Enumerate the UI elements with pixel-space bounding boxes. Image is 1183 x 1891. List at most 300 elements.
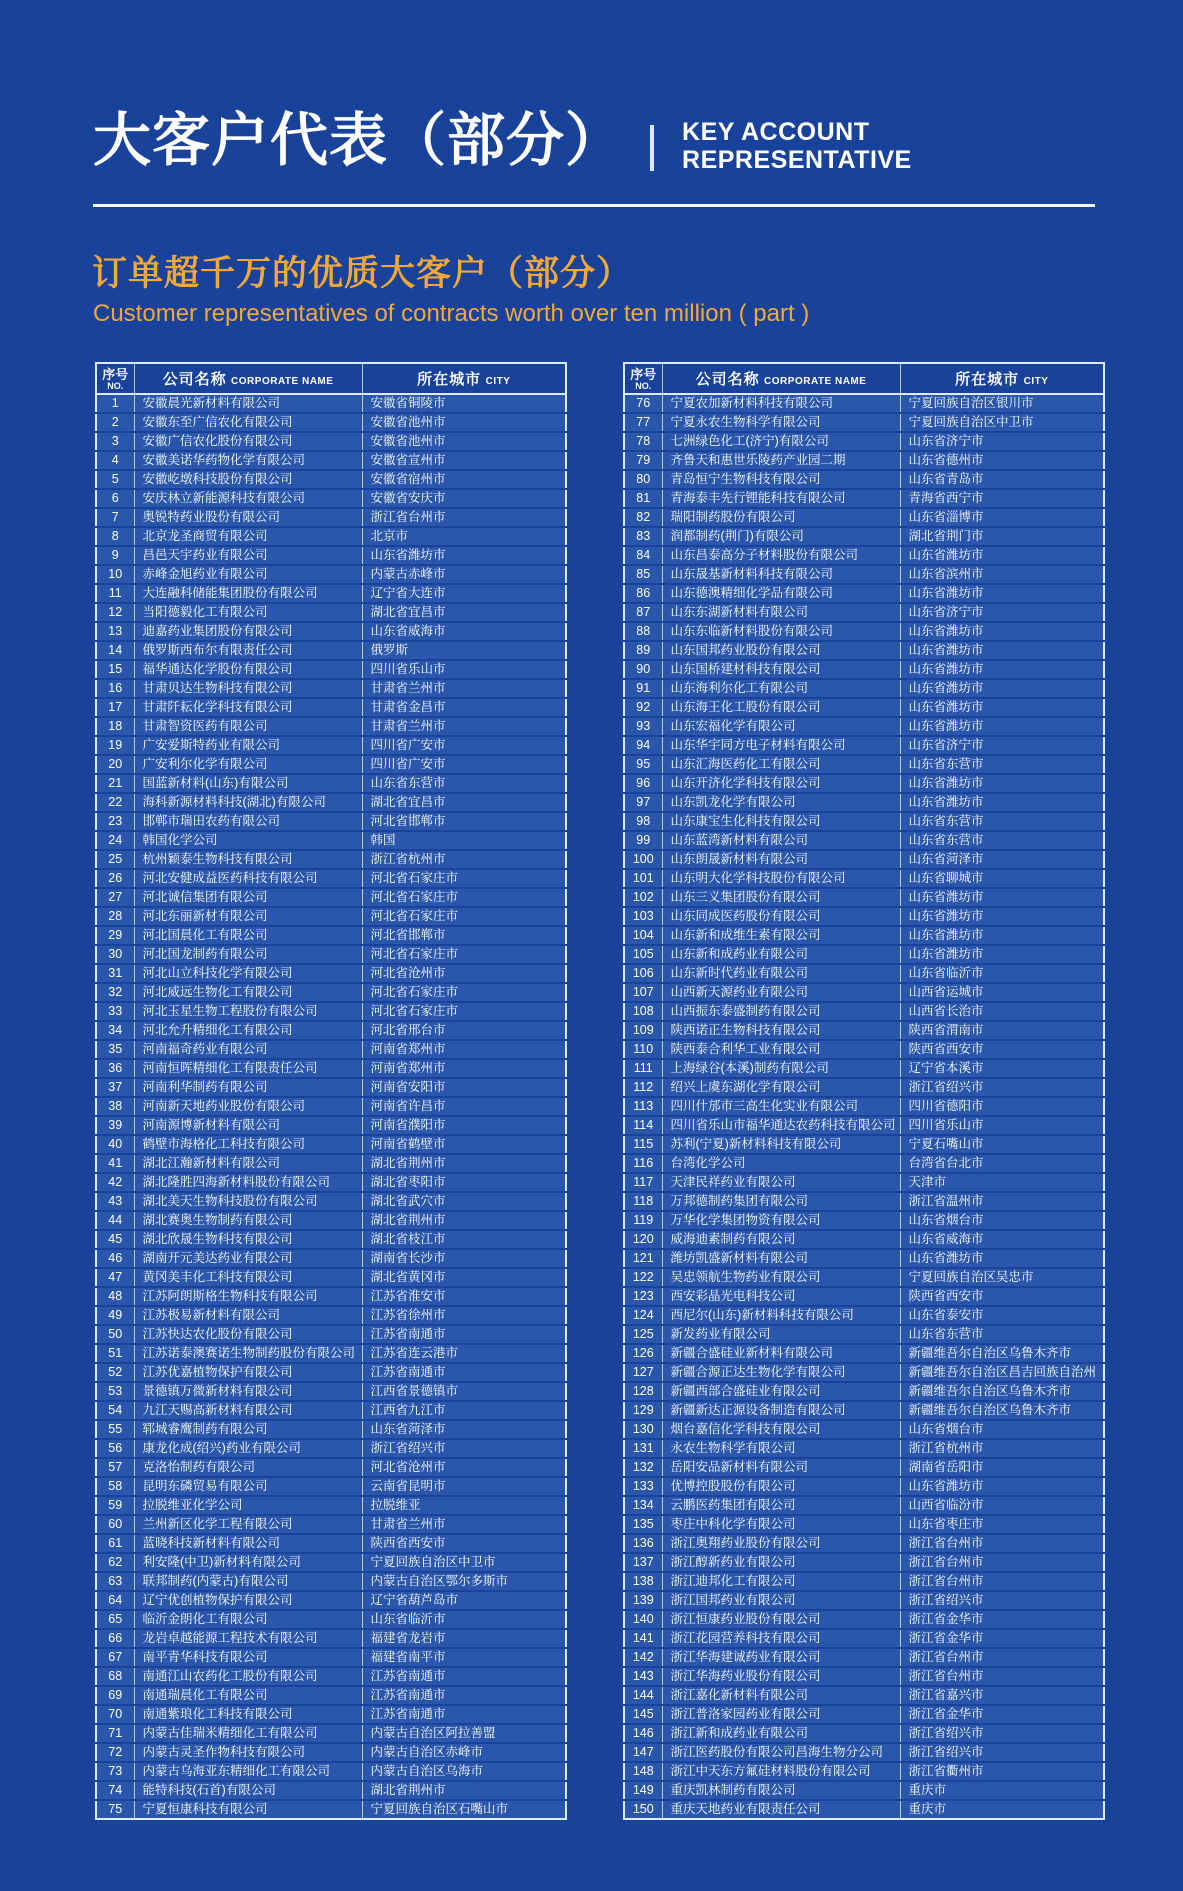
table-row [624, 1040, 1104, 1059]
city-name: 山东省威海市 [362, 622, 566, 641]
table-row [624, 565, 1104, 584]
table-row [624, 1097, 1104, 1116]
table-row [624, 1173, 1104, 1192]
city-name: 江苏省南通市 [362, 1686, 566, 1705]
table-row [624, 1439, 1104, 1458]
table-row [96, 1021, 566, 1040]
row-number: 100 [624, 850, 662, 869]
table-row [624, 660, 1104, 679]
city-name: 河北省石家庄市 [362, 983, 566, 1002]
city-name: 山东省潍坊市 [900, 774, 1104, 793]
city-name: 山西省长治市 [900, 1002, 1104, 1021]
row-number: 143 [624, 1667, 662, 1686]
city-name: 福建省南平市 [362, 1648, 566, 1667]
table-row [96, 1154, 566, 1173]
table-row [624, 850, 1104, 869]
company-name: 潍坊凯盛新材料有限公司 [662, 1249, 900, 1268]
city-name: 俄罗斯 [362, 641, 566, 660]
company-name: 浙江医药股份有限公司昌海生物分公司 [662, 1743, 900, 1762]
row-number: 53 [96, 1382, 134, 1401]
row-number: 141 [624, 1629, 662, 1648]
company-name: 新疆合盛硅业新材料有限公司 [662, 1344, 900, 1363]
table-row [624, 1705, 1104, 1724]
company-name: 万华化学集团物资有限公司 [662, 1211, 900, 1230]
company-name: 山东康宝生化科技有限公司 [662, 812, 900, 831]
company-name: 七洲绿色化工(济宁)有限公司 [662, 432, 900, 451]
row-number: 23 [96, 812, 134, 831]
city-name: 山东省聊城市 [900, 869, 1104, 888]
table-row [624, 1629, 1104, 1648]
company-name: 浙江普洛家园药业有限公司 [662, 1705, 900, 1724]
row-number: 50 [96, 1325, 134, 1344]
company-name: 湖南开元美达药业有限公司 [134, 1249, 362, 1268]
column-header-name [134, 363, 362, 394]
table-row [624, 641, 1104, 660]
row-number: 18 [96, 717, 134, 736]
company-name: 宁夏恒康科技有限公司 [134, 1800, 362, 1819]
company-name: 南通紫琅化工科技有限公司 [134, 1705, 362, 1724]
city-name: 重庆市 [900, 1800, 1104, 1819]
company-name: 广安利尔化学有限公司 [134, 755, 362, 774]
column-header-no-zh: 序号 [102, 366, 129, 382]
company-name: 利安隆(中卫)新材料有限公司 [134, 1553, 362, 1572]
row-number: 125 [624, 1325, 662, 1344]
city-name: 山东省潍坊市 [900, 945, 1104, 964]
company-name: 陕西泰合利华工业有限公司 [662, 1040, 900, 1059]
column-header-city [900, 363, 1104, 394]
table-row [96, 1762, 566, 1781]
table-row [96, 1211, 566, 1230]
city-name: 山东省潍坊市 [900, 1477, 1104, 1496]
row-number: 92 [624, 698, 662, 717]
company-name: 南平青华科技有限公司 [134, 1648, 362, 1667]
table-row [624, 527, 1104, 546]
column-header-name-zh: 公司名称 [695, 371, 760, 388]
company-name: 山东三义集团股份有限公司 [662, 888, 900, 907]
row-number: 43 [96, 1192, 134, 1211]
company-name: 重庆天地药业有限责任公司 [662, 1800, 900, 1819]
row-number: 10 [96, 565, 134, 584]
row-number: 58 [96, 1477, 134, 1496]
row-number: 91 [624, 679, 662, 698]
city-name: 浙江省温州市 [900, 1192, 1104, 1211]
row-number: 7 [96, 508, 134, 527]
row-number: 75 [96, 1800, 134, 1819]
table-row [96, 546, 566, 565]
table-row [96, 622, 566, 641]
company-name: 山东晟基新材料科技有限公司 [662, 565, 900, 584]
table-row [96, 641, 566, 660]
company-name: 永农生物科学有限公司 [662, 1439, 900, 1458]
city-name: 陕西省西安市 [900, 1040, 1104, 1059]
table-row [96, 926, 566, 945]
city-name: 重庆市 [900, 1781, 1104, 1800]
company-name: 安徽屹墩科技股份有限公司 [134, 470, 362, 489]
city-name: 山西省临汾市 [900, 1496, 1104, 1515]
city-name: 湖北省枣阳市 [362, 1173, 566, 1192]
table-row [96, 1439, 566, 1458]
table-row [96, 869, 566, 888]
table-row [96, 1192, 566, 1211]
row-number: 80 [624, 470, 662, 489]
table-row [96, 394, 566, 413]
table-row [624, 622, 1104, 641]
city-name: 内蒙古自治区赤峰市 [362, 1743, 566, 1762]
company-name: 湖北江瀚新材料有限公司 [134, 1154, 362, 1173]
table-row [624, 1325, 1104, 1344]
company-name: 广安爱斯特药业有限公司 [134, 736, 362, 755]
city-name: 河南省濮阳市 [362, 1116, 566, 1135]
table-row [624, 1249, 1104, 1268]
city-name: 江苏省南通市 [362, 1667, 566, 1686]
row-number: 138 [624, 1572, 662, 1591]
row-number: 8 [96, 527, 134, 546]
company-name: 云鹏医药集团有限公司 [662, 1496, 900, 1515]
row-number: 107 [624, 983, 662, 1002]
table-row [96, 983, 566, 1002]
city-name: 山东省泰安市 [900, 1306, 1104, 1325]
company-name: 重庆凯林制药有限公司 [662, 1781, 900, 1800]
table-row [624, 1800, 1104, 1819]
row-number: 20 [96, 755, 134, 774]
row-number: 15 [96, 660, 134, 679]
table-row [96, 1382, 566, 1401]
company-name: 山东海利尔化工有限公司 [662, 679, 900, 698]
column-header-city-en: CITY [485, 376, 511, 387]
table-row [624, 1458, 1104, 1477]
table-row [624, 736, 1104, 755]
table-row [624, 451, 1104, 470]
customer-table-right [623, 362, 1105, 1820]
city-name: 浙江省金华市 [900, 1705, 1104, 1724]
city-name: 山东省德州市 [900, 451, 1104, 470]
table-row [624, 1648, 1104, 1667]
company-name: 安庆林立新能源科技有限公司 [134, 489, 362, 508]
city-name: 新疆维吾尔自治区乌鲁木齐市 [900, 1401, 1104, 1420]
company-name: 瑞阳制药股份有限公司 [662, 508, 900, 527]
row-number: 34 [96, 1021, 134, 1040]
column-header-name-zh: 公司名称 [162, 371, 227, 388]
city-name: 新疆维吾尔自治区昌吉回族自治州 [900, 1363, 1104, 1382]
company-name: 海科新源材料科技(湖北)有限公司 [134, 793, 362, 812]
company-name: 临沂金朗化工有限公司 [134, 1610, 362, 1629]
table-row [96, 1420, 566, 1439]
company-name: 兰州新区化学工程有限公司 [134, 1515, 362, 1534]
row-number: 2 [96, 413, 134, 432]
city-name: 山东省潍坊市 [362, 546, 566, 565]
company-name: 江苏快达农化股份有限公司 [134, 1325, 362, 1344]
table-row [96, 1249, 566, 1268]
company-name: 河南恒晖精细化工有限责任公司 [134, 1059, 362, 1078]
company-name: 浙江华海药业股份有限公司 [662, 1667, 900, 1686]
table-row [96, 451, 566, 470]
row-number: 131 [624, 1439, 662, 1458]
company-name: 湖北欣晟生物科技有限公司 [134, 1230, 362, 1249]
row-number: 106 [624, 964, 662, 983]
table-row [96, 1515, 566, 1534]
city-name: 四川省乐山市 [900, 1116, 1104, 1135]
table-row [96, 831, 566, 850]
row-number: 94 [624, 736, 662, 755]
row-number: 54 [96, 1401, 134, 1420]
table-row [624, 1610, 1104, 1629]
city-name: 浙江省绍兴市 [362, 1439, 566, 1458]
company-name: 苏利(宁夏)新材料科技有限公司 [662, 1135, 900, 1154]
table-row [96, 1724, 566, 1743]
row-number: 72 [96, 1743, 134, 1762]
company-name: 浙江恒康药业股份有限公司 [662, 1610, 900, 1629]
table-row [624, 1724, 1104, 1743]
table-row [624, 1382, 1104, 1401]
company-name: 陕西诺正生物科技有限公司 [662, 1021, 900, 1040]
subtitle-zh: 订单超千万的优质大客户（部分） [92, 254, 633, 293]
row-number: 36 [96, 1059, 134, 1078]
city-name: 山东省东营市 [900, 831, 1104, 850]
row-number: 46 [96, 1249, 134, 1268]
company-name: 万邦德制药集团有限公司 [662, 1192, 900, 1211]
table-row [96, 1230, 566, 1249]
company-name: 湖北赛奥生物制药有限公司 [134, 1211, 362, 1230]
row-number: 85 [624, 565, 662, 584]
table-row [624, 1743, 1104, 1762]
row-number: 74 [96, 1781, 134, 1800]
table-row [624, 1154, 1104, 1173]
city-name: 江苏省淮安市 [362, 1287, 566, 1306]
company-name: 内蒙古佳瑞米精细化工有限公司 [134, 1724, 362, 1743]
company-name: 河北允升精细化工有限公司 [134, 1021, 362, 1040]
company-name: 山东开济化学科技有限公司 [662, 774, 900, 793]
table-row [624, 508, 1104, 527]
column-header-name-en: CORPORATE NAME [231, 376, 334, 387]
city-name: 安徽省宣州市 [362, 451, 566, 470]
table-row [96, 1097, 566, 1116]
table-row [624, 812, 1104, 831]
city-name: 江西省景德镇市 [362, 1382, 566, 1401]
city-name: 四川省广安市 [362, 755, 566, 774]
company-name: 邯郸市瑞田农药有限公司 [134, 812, 362, 831]
city-name: 内蒙古赤峰市 [362, 565, 566, 584]
row-number: 127 [624, 1363, 662, 1382]
row-number: 123 [624, 1287, 662, 1306]
row-number: 86 [624, 584, 662, 603]
company-name: 浙江迪邦化工有限公司 [662, 1572, 900, 1591]
city-name: 陕西省西安市 [362, 1534, 566, 1553]
city-name: 山东省烟台市 [900, 1420, 1104, 1439]
column-header-no-en: NO. [635, 380, 652, 391]
row-number: 144 [624, 1686, 662, 1705]
city-name: 山东省东营市 [900, 812, 1104, 831]
city-name: 浙江省台州市 [900, 1534, 1104, 1553]
row-number: 29 [96, 926, 134, 945]
row-number: 145 [624, 1705, 662, 1724]
table-row [624, 1306, 1104, 1325]
row-number: 112 [624, 1078, 662, 1097]
table-row [624, 603, 1104, 622]
city-name: 山东省烟台市 [900, 1211, 1104, 1230]
row-number: 124 [624, 1306, 662, 1325]
city-name: 山东省潍坊市 [900, 888, 1104, 907]
table-row [624, 698, 1104, 717]
company-name: 河北国龙制药有限公司 [134, 945, 362, 964]
city-name: 山东省潍坊市 [900, 679, 1104, 698]
city-name: 湖南省岳阳市 [900, 1458, 1104, 1477]
page-title-en-line2: REPRESENTATIVE [682, 146, 912, 174]
row-number: 96 [624, 774, 662, 793]
row-number: 78 [624, 432, 662, 451]
row-number: 132 [624, 1458, 662, 1477]
company-name: 岳阳安品新材料有限公司 [662, 1458, 900, 1477]
table-row [624, 1496, 1104, 1515]
row-number: 63 [96, 1572, 134, 1591]
table-row [96, 1477, 566, 1496]
row-number: 128 [624, 1382, 662, 1401]
city-name: 浙江省杭州市 [362, 850, 566, 869]
company-name: 俄罗斯西布尔有限责任公司 [134, 641, 362, 660]
table-row [96, 1002, 566, 1021]
table-row [96, 1705, 566, 1724]
row-number: 62 [96, 1553, 134, 1572]
city-name: 辽宁省本溪市 [900, 1059, 1104, 1078]
row-number: 33 [96, 1002, 134, 1021]
table-row [96, 489, 566, 508]
row-number: 1 [96, 394, 134, 413]
column-header-city-en: CITY [1023, 376, 1049, 387]
company-name: 湖北美天生物科技股份有限公司 [134, 1192, 362, 1211]
row-number: 35 [96, 1040, 134, 1059]
company-name: 西安彩晶光电科技公司 [662, 1287, 900, 1306]
row-number: 109 [624, 1021, 662, 1040]
table-row [96, 660, 566, 679]
row-number: 137 [624, 1553, 662, 1572]
company-name: 杭州颖泰生物科技有限公司 [134, 850, 362, 869]
row-number: 51 [96, 1344, 134, 1363]
company-name: 河南源博新材料有限公司 [134, 1116, 362, 1135]
city-name: 宁夏回族自治区吴忠市 [900, 1268, 1104, 1287]
company-name: 浙江嘉化新材料有限公司 [662, 1686, 900, 1705]
page-title-en-line1: KEY ACCOUNT [682, 118, 870, 146]
row-number: 16 [96, 679, 134, 698]
city-name: 辽宁省葫芦岛市 [362, 1591, 566, 1610]
company-name: 宁夏农加新材料科技有限公司 [662, 394, 900, 413]
company-name: 南通江山农药化工股份有限公司 [134, 1667, 362, 1686]
table-row [624, 831, 1104, 850]
company-name: 山东华宇同方电子材料有限公司 [662, 736, 900, 755]
company-name: 山东同成医药股份有限公司 [662, 907, 900, 926]
company-name: 鹤壁市海格化工科技有限公司 [134, 1135, 362, 1154]
city-name: 河南省郑州市 [362, 1059, 566, 1078]
company-name: 山东朗晟新材料有限公司 [662, 850, 900, 869]
company-name: 新疆新达正源设备制造有限公司 [662, 1401, 900, 1420]
table-row [96, 1629, 566, 1648]
row-number: 38 [96, 1097, 134, 1116]
city-name: 山东省东营市 [900, 1325, 1104, 1344]
row-number: 116 [624, 1154, 662, 1173]
table-row [96, 1363, 566, 1382]
company-name: 河北玉星生物工程股份有限公司 [134, 1002, 362, 1021]
row-number: 79 [624, 451, 662, 470]
table-row [96, 1135, 566, 1154]
table-header-row [624, 363, 1104, 394]
city-name: 江苏省连云港市 [362, 1344, 566, 1363]
company-name: 山东宏福化学有限公司 [662, 717, 900, 736]
company-name: 江苏阿朗斯格生物科技有限公司 [134, 1287, 362, 1306]
row-number: 40 [96, 1135, 134, 1154]
table-row [624, 546, 1104, 565]
city-name: 江苏省徐州市 [362, 1306, 566, 1325]
row-number: 26 [96, 869, 134, 888]
company-name: 郓城睿鹰制药有限公司 [134, 1420, 362, 1439]
city-name: 河北省石家庄市 [362, 907, 566, 926]
city-name: 江苏省南通市 [362, 1363, 566, 1382]
city-name: 宁夏回族自治区石嘴山市 [362, 1800, 566, 1819]
table-row [96, 907, 566, 926]
city-name: 山东省潍坊市 [900, 622, 1104, 641]
city-name: 安徽省宿州市 [362, 470, 566, 489]
company-name: 青海泰丰先行锂能科技有限公司 [662, 489, 900, 508]
row-number: 99 [624, 831, 662, 850]
row-number: 39 [96, 1116, 134, 1135]
table-row [624, 1116, 1104, 1135]
table-row [624, 1287, 1104, 1306]
company-name: 昆明东磷贸易有限公司 [134, 1477, 362, 1496]
company-name: 内蒙古灵圣作物科技有限公司 [134, 1743, 362, 1762]
row-number: 21 [96, 774, 134, 793]
row-number: 6 [96, 489, 134, 508]
row-number: 84 [624, 546, 662, 565]
row-number: 122 [624, 1268, 662, 1287]
row-number: 140 [624, 1610, 662, 1629]
table-row [96, 413, 566, 432]
city-name: 四川省德阳市 [900, 1097, 1104, 1116]
company-name: 台湾化学公司 [662, 1154, 900, 1173]
company-name: 南通瑞晨化工有限公司 [134, 1686, 362, 1705]
row-number: 114 [624, 1116, 662, 1135]
table-row [96, 774, 566, 793]
city-name: 河北省邯郸市 [362, 812, 566, 831]
company-name: 河北国晨化工有限公司 [134, 926, 362, 945]
company-name: 浙江花园营养科技有限公司 [662, 1629, 900, 1648]
city-name: 拉脱维亚 [362, 1496, 566, 1515]
row-number: 37 [96, 1078, 134, 1097]
table-row [96, 755, 566, 774]
table-row [624, 1572, 1104, 1591]
table-row [624, 1230, 1104, 1249]
table-row [96, 432, 566, 451]
company-name: 优博控股股份有限公司 [662, 1477, 900, 1496]
table-row [624, 888, 1104, 907]
company-name: 河南福奇药业有限公司 [134, 1040, 362, 1059]
city-name: 江苏省南通市 [362, 1325, 566, 1344]
city-name: 宁夏回族自治区银川市 [900, 394, 1104, 413]
table-header-row [96, 363, 566, 394]
table-row [624, 1059, 1104, 1078]
city-name: 浙江省绍兴市 [900, 1743, 1104, 1762]
table-row [96, 1667, 566, 1686]
row-number: 120 [624, 1230, 662, 1249]
row-number: 47 [96, 1268, 134, 1287]
city-name: 山东省威海市 [900, 1230, 1104, 1249]
company-name: 安徽东至广信农化有限公司 [134, 413, 362, 432]
row-number: 66 [96, 1629, 134, 1648]
page-title-en [682, 118, 912, 174]
city-name: 浙江省台州市 [900, 1553, 1104, 1572]
row-number: 88 [624, 622, 662, 641]
company-name: 上海绿谷(本溪)制药有限公司 [662, 1059, 900, 1078]
city-name: 天津市 [900, 1173, 1104, 1192]
row-number: 81 [624, 489, 662, 508]
row-number: 24 [96, 831, 134, 850]
table-row [624, 1591, 1104, 1610]
